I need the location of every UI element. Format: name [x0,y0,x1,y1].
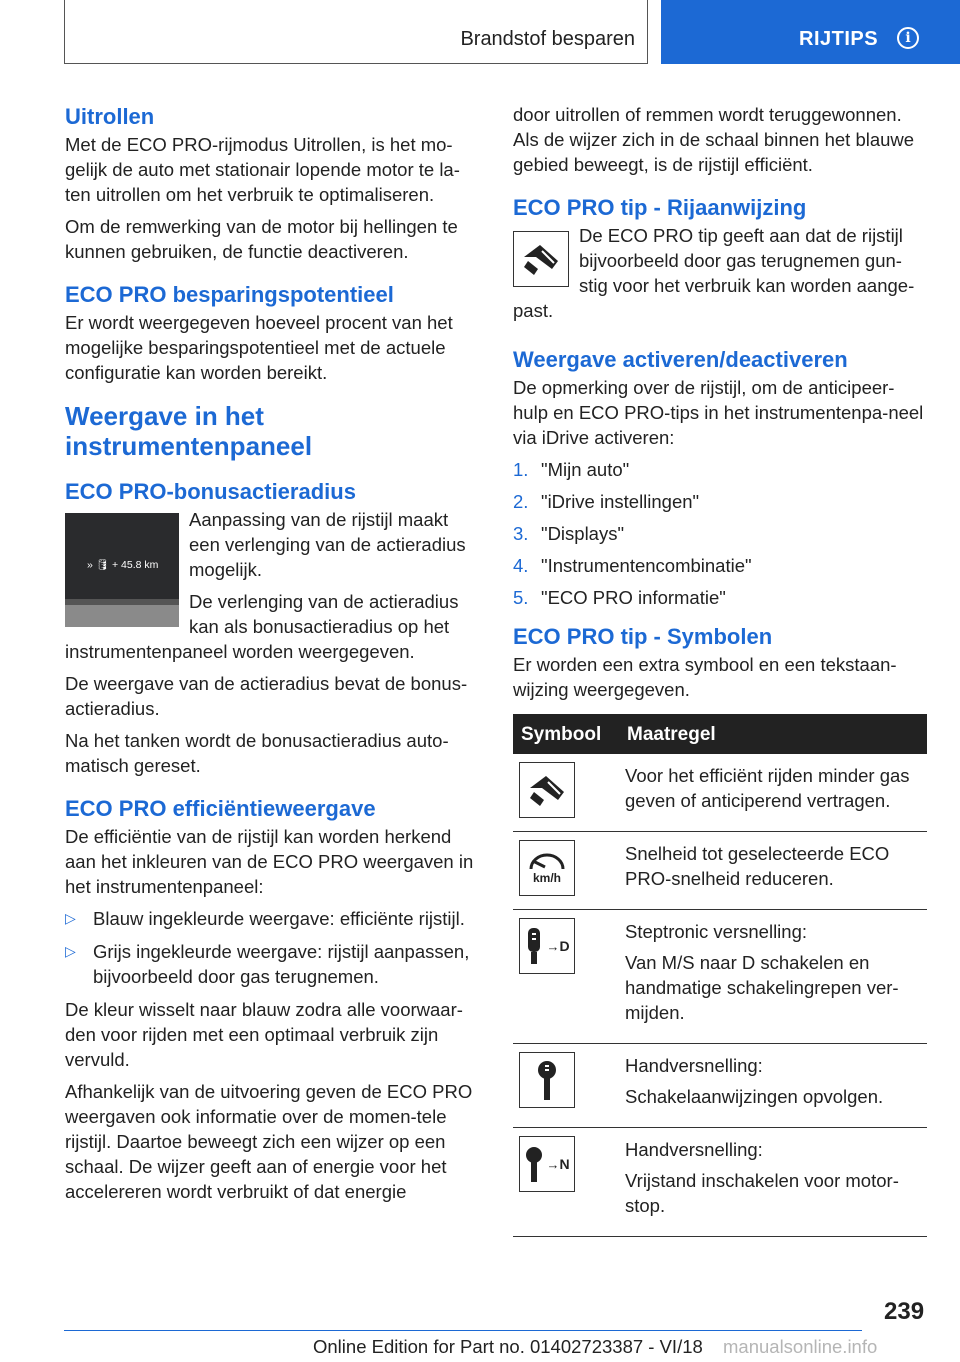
paragraph: Na het tanken wordt de bonusactieradius auto-matisch gereset. [65,730,449,776]
list-item: 1. "Mijn auto" [513,459,630,480]
triangle-bullet-icon: ▷ [65,910,76,926]
paragraph: De ECO PRO tip geeft aan dat de rijstijl bijvoorbeeld door gas terugnemen gun-stig voor het verbruik kan worden aange-past. [513,225,915,321]
table-row: Handversnelling: Schakelaanwijzingen opvolgen. [513,1044,927,1128]
right-column [513,102,927,1237]
header-chapter-box[interactable] [661,0,960,64]
bonus-range-display-image [65,513,179,627]
bullet-list [65,906,483,989]
rijaanwijzing-symbol-image [513,231,569,287]
section-title: Brandstof besparen [460,28,635,50]
list-item: ▷ Grijs ingekleurde weergave: rijstijl aanpassen, bijvoorbeeld door gas terugnemen. [65,941,470,987]
steps-list [513,457,927,610]
bonus-range-readout: » 🛢 + 45.8 km [87,559,159,571]
chapter-title[interactable]: RIJTIPS [799,28,879,50]
gear-neutral-icon: → N [519,1136,575,1192]
steptronic-d-icon: → D [519,918,575,974]
list-item: 5. "ECO PRO informatie" [513,587,726,608]
paragraph: Om de remwerking van de motor bij hellingen te kunnen gebruiken, de functie deactiveren. [65,216,458,262]
symbols-table [513,714,927,1237]
speed-reduce-icon: km/h [519,840,575,896]
table-row: km/h Snelheid tot geselecteerde ECO PRO-snelheid reduceren. [513,832,927,910]
heading-symbolen: ECO PRO tip - Symbolen [513,624,773,649]
heading-rijaanwijzing: ECO PRO tip - Rijaanwijzing [513,195,807,220]
paragraph: De weergave van de actieradius bevat de bonus-actieradius. [65,673,468,719]
list-item: ▷ Blauw ingekleurde weergave: efficiënte rijstijl. [65,908,465,929]
paragraph: De efficiëntie van de rijstijl kan worden herkend aan het inkleuren van de ECO PRO weergaven in het instrumentenpaneel: [65,826,474,897]
paragraph: De verlenging van de actieradius kan als bonusactieradius op het instrumentenpaneel worden weergegeven. [65,591,459,662]
column-header-maatregel: Maatregel [619,714,927,754]
paragraph: Er wordt weergegeven hoeveel procent van het mogelijke besparingspotentieel met de actuele configuratie kan worden bereikt. [65,312,453,383]
info-icon[interactable]: i [897,27,919,49]
table-header-row [513,714,927,754]
list-item: 3. "Displays" [513,523,625,544]
table-row: → N Handversnelling: Vrijstand inschakelen voor motor-stop. [513,1128,927,1237]
heading-activeren: Weergave activeren/deactiveren [513,347,848,372]
gear-lever-icon [519,1052,575,1108]
paragraph: Aanpassing van de rijstijl maakt een verlenging van de actieradius mogelijk. [189,509,466,580]
heading-efficientie: ECO PRO efficiëntieweergave [65,796,376,821]
foot-pedal-icon [513,231,569,287]
table-row: → D Steptronic versnelling: Van M/S naar D schakelen en handmatige schakelingrepen ver-mijden. [513,910,927,1044]
heading-uitrollen: Uitrollen [65,104,155,129]
paragraph: Afhankelijk van de uitvoering geven de ECO PRO weergaven ook informatie over de momen-tele rijstijl. Daartoe beweegt zich een wijzer op een schaal. De wijzer geeft aan of energie voor het accelereren wordt verbruikt of dat energie [65,1081,473,1202]
watermark: manualsonline.info [723,1336,878,1357]
left-column [65,102,483,1211]
paragraph: door uitrollen of remmen wordt teruggewonnen. Als de wijzer zich in de schaal binnen het blauwe gebied beweegt, is de rijstijl efficiënt. [513,104,915,175]
edition-text: Online Edition for Part no. 01402723387 - VI/18 [313,1336,703,1357]
heading-bonus: ECO PRO-bonusactieradius [65,479,356,504]
table-row: Voor het efficiënt rijden minder gas geven of anticiperend vertragen. [513,754,927,832]
heading-weergave: Weergave in het instrumentenpaneel [65,401,313,461]
heading-besparing: ECO PRO besparingspotentieel [65,282,394,307]
paragraph: De opmerking over de rijstijl, om de anticipeer-hulp en ECO PRO-tips in het instrumentenpa-neel via iDrive activeren: [513,377,924,448]
triangle-bullet-icon: ▷ [65,943,76,959]
page-number: 239 [884,1298,925,1325]
list-item: 2. "iDrive instellingen" [513,491,700,512]
foot-pedal-icon [519,762,575,818]
header-section-box [64,0,648,64]
column-header-symbool: Symbool [513,714,619,754]
footer-divider [64,1330,862,1331]
list-item: 4. "Instrumentencombinatie" [513,555,752,576]
paragraph: Met de ECO PRO-rijmodus Uitrollen, is het mo-gelijk de auto met stationair lopende motor te la-ten uitrollen om het verbruik te optimaliseren. [65,134,460,205]
paragraph: De kleur wisselt naar blauw zodra alle voorwaar-den voor rijden met een optimaal verbruik zijn vervuld. [65,999,463,1070]
paragraph: Er worden een extra symbool en een tekstaan-wijzing weergegeven. [513,654,897,700]
